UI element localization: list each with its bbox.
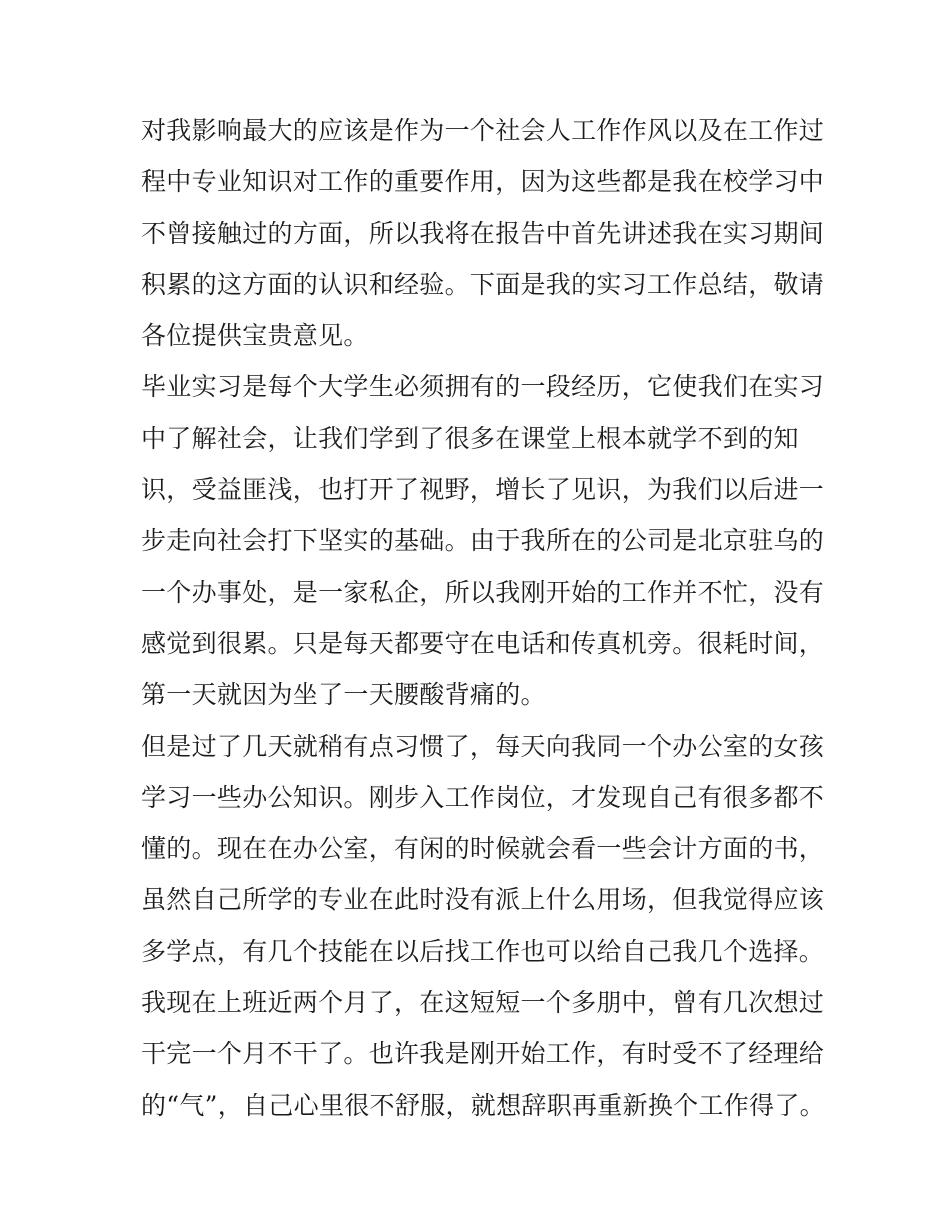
text-line: 第一天就因为坐了一天腰酸背痛的。	[141, 680, 546, 710]
text-line: 程中专业知识对工作的重要作用，因为这些都是我在校学习中	[141, 167, 825, 197]
text-line: 不曾接触过的方面，所以我将在报告中首先讲述我在实习期间	[141, 218, 825, 248]
text-line: 各位提供宝贵意见。	[141, 321, 369, 351]
text-line: 虽然自己所学的专业在此时没有派上什么用场，但我觉得应该	[141, 885, 825, 915]
body-text	[141, 105, 825, 1131]
text-line: 我现在上班近两个月了，在这短短一个多朋中，曾有几次想过	[141, 988, 825, 1018]
text-line: 识，受益匪浅，也打开了视野，增长了见识，为我们以后进一	[141, 475, 825, 505]
text-line: 中了解社会，让我们学到了很多在课堂上根本就学不到的知	[141, 423, 799, 453]
text-line: 干完一个月不干了。也许我是刚开始工作，有时受不了经理给	[141, 1039, 825, 1069]
text-line: 积累的这方面的认识和经验。下面是我的实习工作总结，敬请	[141, 269, 825, 299]
text-line: 的“气”，自己心里很不舒服，就想辞职再重新换个工作得了。	[141, 1090, 825, 1120]
text-line: 毕业实习是每个大学生必须拥有的一段经历，它使我们在实习	[141, 372, 825, 402]
text-line: 学习一些办公知识。刚步入工作岗位，才发现自己有很多都不	[141, 782, 825, 812]
text-line: 感觉到很累。只是每天都要守在电话和传真机旁。很耗时间，	[141, 628, 825, 658]
text-line: 步走向社会打下坚实的基础。由于我所在的公司是北京驻乌的	[141, 526, 825, 556]
text-line: 懂的。现在在办公室，有闲的时候就会看一些会计方面的书，	[141, 834, 825, 864]
text-line: 多学点，有几个技能在以后找工作也可以给自己我几个选择。	[141, 936, 825, 966]
text-line: 一个办事处，是一家私企，所以我刚开始的工作并不忙，没有	[141, 577, 825, 607]
text-line: 对我影响最大的应该是作为一个社会人工作作风以及在工作过	[141, 116, 825, 145]
text-line: 但是过了几天就稍有点习惯了，每天向我同一个办公室的女孩	[141, 731, 825, 761]
